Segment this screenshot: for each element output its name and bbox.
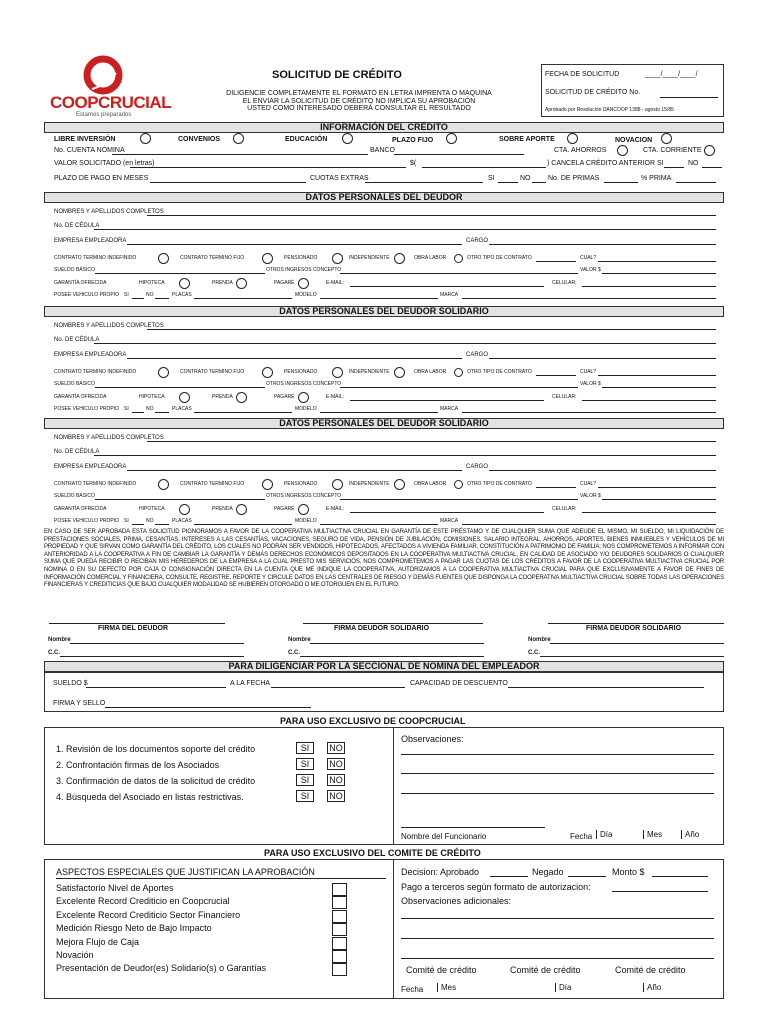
empresa-label: EMPRESA EMPLEADORA [54,238,127,244]
otro-label: OTRO TIPO DE CONTRATO [467,255,532,261]
marca-label: MARCA [440,292,459,298]
section-credito-title: INFORMACIÓN DEL CRÉDITO [44,122,724,133]
negado-label: Negado [532,867,564,877]
hipoteca-label: HIPOTECA [139,506,165,512]
indef-radio[interactable] [158,253,169,264]
fijo-label: CONTRATO TERMINO FIJO [180,481,245,487]
si-checkbox[interactable]: SI [296,758,314,770]
obs-adicionales-label: Observaciones adicionales: [401,896,512,906]
cual-label: CUAL? [580,481,597,487]
novacion-label: NOVACION [615,137,653,144]
aspecto-item: Novación [56,950,94,960]
no-label: NO [146,518,154,524]
pagare-radio[interactable] [298,504,309,515]
prenda-radio[interactable] [236,392,247,403]
vehiculo-label: POSEE VEHICULO PROPIO [54,518,120,524]
obra-label: OBRA LABOR [414,481,447,487]
celular-label: CELULAR: [552,394,577,400]
nombre-label: Nombre [288,637,311,643]
libre-radio[interactable] [140,133,151,144]
convenios-label: CONVENIOS [178,136,221,143]
pensionado-label: PENSIONADO [284,255,318,261]
cual-label: CUAL? [580,255,597,261]
nombre-label: Nombre [48,637,71,643]
aspecto-checkbox[interactable] [332,910,347,923]
prenda-label: PRENDA [212,394,233,400]
aspecto-item: Satisfactorio Nivel de Aportes [56,883,174,893]
valor-label: VALOR $ [580,493,601,499]
cedula-label: No. DE CÉDULA [54,223,100,229]
solicitud-no-label: SOLICITUD DE CRÉDITO No. [545,89,641,96]
no-checkbox[interactable]: NO [327,742,345,754]
vehiculo-label: POSEE VEHICULO PROPIO [54,406,120,412]
nombres-label: NOMBRES Y APELLIDOS COMPLETOS [54,435,164,441]
sueldo-label: SUELDO BÁSICO [54,267,95,273]
aspecto-item: Presentación de Deudor(es) Solidario(s) o Garantías [56,963,267,974]
no-label: NO [146,292,154,298]
empresa-label: EMPRESA EMPLEADORA [54,352,127,358]
cuotas-label: CUOTAS EXTRAS [310,175,369,182]
si-label: SI [124,518,129,524]
garantia-label: GARANTÍA OFRECIDA [54,280,107,286]
comite-firma-label: Comité de crédito [406,965,477,975]
indef-label: CONTRATO TERMINO INDEFINIDO [54,369,137,375]
nombres-label: NOMBRES Y APELLIDOS COMPLETOS [54,209,164,215]
mes-label: Mes [643,830,662,839]
anio-label: Año [643,983,661,992]
email-label: E-MAIL: [326,394,345,400]
fecha-label: Fecha [401,985,424,994]
section-nomina-title: PARA DILIGENCIAR POR LA SECCIONAL DE NOMINA DEL EMPLEADOR [44,661,724,672]
obra-label: OBRA LABOR [414,255,447,261]
sobre-aporte-radio[interactable] [567,133,578,144]
placas-label: PLACAS [172,518,192,524]
mes-label: Mes [437,983,456,992]
si-label: SI [124,292,129,298]
coop-item: 1. Revisión de los documentos soporte del crédito [56,744,256,754]
comite-firma-label: Comité de crédito [510,965,581,975]
observaciones-label: Observaciones: [401,734,464,744]
si-checkbox[interactable]: SI [296,790,314,802]
obra-radio[interactable] [454,480,463,489]
educacion-radio[interactable] [342,133,353,144]
plazo-fijo-label: PLAZO FIJO [392,137,434,144]
pensionado-label: PENSIONADO [284,369,318,375]
independiente-label: INDEPENDIENTE [349,369,390,375]
monto-label: Monto $ [612,867,645,877]
no-checkbox[interactable]: NO [327,790,345,802]
cta-corriente-label: CTA. CORRIENTE [643,147,702,154]
modelo-label: MODELO [295,518,317,524]
section-solidario2-title: DATOS PERSONALES DEL DEUDOR SOLIDARIO [44,418,724,429]
prenda-radio[interactable] [236,278,247,289]
cta-corriente-radio[interactable] [704,145,715,156]
independiente-radio[interactable] [394,253,405,264]
independiente-label: INDEPENDIENTE [349,481,390,487]
pagare-radio[interactable] [298,278,309,289]
prenda-radio[interactable] [236,504,247,515]
firma-sello-label: FIRMA Y SELLO [53,700,106,707]
comite-firma-label: Comité de crédito [615,965,686,975]
cargo-label: CARGO [466,238,489,244]
empresa-label: EMPRESA EMPLEADORA [54,464,127,470]
capacidad-label: CAPACIDAD DE DESCUENTO [410,680,508,687]
otros-label: OTROS INGRESOS CONCEPTO [266,267,342,273]
dia-label: Día [555,983,571,992]
garantia-label: GARANTÍA OFRECIDA [54,394,107,400]
section-deudor-title: DATOS PERSONALES DEL DEUDOR [44,192,724,203]
fijo-label: CONTRATO TERMINO FIJO [180,369,245,375]
nomina-box [44,672,724,712]
pagare-label: PAGARÉ [274,280,295,286]
no-checkbox[interactable]: NO [327,758,345,770]
pesos-label: $( [410,160,417,167]
legal-text: EN CASO DE SER APROBADA ESTA SOLICITUD PIGNORAMOS A FAVOR DE LA COOPERATIVA MULTIACTIVA CRUCIAL EN GARANTÍA DE ESTE PRÉSTAMO Y DE CUALQUIER SUMA QUE ADEUDE EL MISMO, MI SUELDO, MI LIQUIDACIÓN DE PRESTACIONES SOCIALES, PRIMA, CESANTÍAS, INTERESES A LAS CESANTÍAS, VACACIONES, SEGURO DE VIDA, PENSIÓN DE JUBILACIÓN, COMISIONES, SALARIO INTEGRAL, AHORROS, APORTES, BIENES INMUEBLES Y VEHÍCULOS DE MI PROPIEDAD Y QUE SIRVAN COMO GARANTÍA DEL CRÉDITO, LOS CUALES NO PODRÁN SER VENDIDOS, HIPOTECADOS, AFECTADOS A VIVIENDA FAMILIAR, CONSTITUCIÓN A PATRIMONIO DE FAMILIA; NOS COMPROMETEMOS A INFORMAR CON ANTERIORIDAD A LA COOPERATIVA A FIN DE CAMBIAR LA GARANTÍA Y DEMÁS DERECHOS ECONÓMICOS DEPOSITADOS EN LA COOPERATIVA MULTIACTIVA CRUCIAL, EN CALIDAD DE ASOCIADO Y/O DEUDORES SOLIDARIOS O CUALQUIER SUMA QUE PUEDA RECIBIR O RECIBAN MIS HEREDEROS DE LA EMPRESA A LA CUAL PRESTO MIS SERVICIOS, NOS COMPROMETEMOS A PAGAR LAS CUOTAS DE LOS CRÉDITOS A FAVOR DE LA COOPERATIVA MULTIACTIVA CRUCIAL POR NOMINA O EN SU DEFECTO POR CAJA O CONSIGNACIÓN DIRECTA EN LA CUENTA QUE ME INDIQUE LA COOPERATIVA, AUTORIZAMOS A LA COOPERATIVA MULTIACTIVA CRUCIAL PARA QUE EXCLUSIVAMENTE A FAVOR DE FINES DE INFORMACIÓN COMERCIAL Y FINANCIERA, CONSULTE, REGISTRE, REPORTE Y CIRCULE DATOS EN LAS CENTRALES DE RIESGO Y DEMÁS FUENTES QUE DISPONGA LA COOPERATIVA MULTIACTIVA CRUCIAL SOBRE TODAS LAS OPERACIONES FINANCIERAS Y CREDITICIAS QUE BAJO CUALQUIER MODALIDAD SE HUBIEREN OTORGADO O ME OTORGUEN EN EL FUTURO. [44,529,724,589]
fijo-radio[interactable] [262,479,273,490]
brand-name: COOPCRUCIAL [50,93,172,112]
sueldo-label: SUELDO BÁSICO [54,493,95,499]
fecha-label: Fecha [570,832,593,841]
pensionado-label: PENSIONADO [284,481,318,487]
cuotas-no: NO [520,175,531,182]
si-checkbox[interactable]: SI [296,774,314,786]
sueldo-label: SUELDO $ [53,680,88,687]
pensionado-radio[interactable] [332,253,343,264]
funcionario-label: Nombre del Funcionario [401,832,487,841]
coop-item: 3. Confirmación de datos de la solicitud de crédito [56,776,256,786]
indef-label: CONTRATO TERMINO INDEFINIDO [54,481,137,487]
aspecto-checkbox[interactable] [332,950,347,963]
instructions [204,90,514,113]
educacion-label: EDUCACIÓN [285,136,328,143]
si-checkbox[interactable]: SI [296,742,314,754]
fecha-fill[interactable]: ____/____/____/ [645,71,698,78]
cta-ahorros-label: CTA. AHORROS [554,147,607,154]
aspecto-item: Mejora Flujo de Caja [56,936,140,947]
indef-radio[interactable] [158,479,169,490]
coop-item: 2. Confrontación firmas de los Asociados [56,760,220,770]
marca-label: MARCA [440,518,459,524]
aspectos-label: ASPECTOS ESPECIALES QUE JUSTIFICAN LA APROBACIÓN [56,867,315,877]
pensionado-radio[interactable] [332,479,343,490]
email-label: E-MAIL: [326,280,345,286]
obra-label: OBRA LABOR [414,369,447,375]
modelo-label: MODELO [295,406,317,412]
aspecto-item: Excelente Record Crediticio en Coopcrucial [56,896,230,907]
hipoteca-label: HIPOTECA [139,394,165,400]
hipoteca-radio[interactable] [179,392,190,403]
cta-ahorros-radio[interactable] [617,145,628,156]
prenda-label: PRENDA [212,280,233,286]
section-coop-title: PARA USO EXCLUSIVO DE COOPCRUCIAL [280,716,466,726]
aspecto-item: Excelente Record Crediticio Sector Financiero [56,909,241,920]
cc-label: C.C. [48,650,60,656]
coop-item: 4. Búsqueda del Asociado en listas restrictivas. [56,792,244,802]
plazo-fijo-radio[interactable] [446,133,457,144]
cedula-label: No. DE CÉDULA [54,337,100,343]
pagare-label: PAGARÉ [274,394,295,400]
celular-label: CELULAR: [552,506,577,512]
firma-sol1-label: FIRMA DEUDOR SOLIDARIO [334,625,430,632]
aspecto-checkbox[interactable] [332,937,347,950]
nombre-label: Nombre [528,637,551,643]
cedula-label: No. DE CÉDULA [54,449,100,455]
cuotas-si: SI [488,175,495,182]
modelo-label: MODELO [295,292,317,298]
cancela-no-label: NO [688,160,699,167]
valor-label: VALOR $ [580,267,601,273]
aspecto-checkbox[interactable] [332,963,347,976]
note: EL ENVIAR LA SOLICITUD DE CRÉDITO NO IMPLICA SU APROBACIÓN [242,97,476,105]
valor-label: VALOR SOLICITADO (en letras) [54,160,155,167]
primas-label: No. DE PRIMAS [548,175,600,182]
note: DILIGENCIE COMPLETAMENTE EL FORMATO EN LETRA IMPRENTA O MAQUINA [226,90,492,97]
aspecto-checkbox[interactable] [332,923,347,936]
fecha-label: FECHA DE SOLICITUD [545,71,620,78]
pagare-radio[interactable] [298,392,309,403]
nombres-label: NOMBRES Y APELLIDOS COMPLETOS [54,323,164,329]
cual-label: CUAL? [580,369,597,375]
aprobado-text: Aprobado por Resolución DANCOOP 1388 - agosto 15/85 [545,107,674,113]
indef-radio[interactable] [158,367,169,378]
aspecto-item: Medición Riesgo Neto de Bajo Impacto [56,923,212,934]
hipoteca-radio[interactable] [179,504,190,515]
anio-label: Año [681,830,699,839]
sueldo-label: SUELDO BÁSICO [54,381,95,387]
email-label: E-MAIL: [326,506,345,512]
fijo-radio[interactable] [262,253,273,264]
libre-label: LIBRE INVERSIÓN [54,136,116,143]
otros-label: OTROS INGRESOS CONCEPTO [266,493,342,499]
note: USTED COMO INTERESADO DEBERÁ CONSULTAR EL RESULTADO [247,105,471,112]
aspecto-checkbox[interactable] [332,896,347,909]
header-box [541,64,724,117]
otros-label: OTROS INGRESOS CONCEPTO [266,381,342,387]
hipoteca-radio[interactable] [179,278,190,289]
no-label: NO [146,406,154,412]
plazo-label: PLAZO DE PAGO EN MESES [54,175,149,182]
indef-label: CONTRATO TERMINO INDEFINIDO [54,255,137,261]
cancela-label: ) CANCELA CRÉDITO ANTERIOR SI [547,160,664,167]
decision-label: Decision: Aprobado [401,867,480,877]
firma-sol2-label: FIRMA DEUDOR SOLIDARIO [586,625,682,632]
independiente-label: INDEPENDIENTE [349,255,390,261]
logo-ring-icon [66,55,156,95]
a-la-fecha-label: A LA FECHA [230,680,271,687]
placas-label: PLACAS [172,406,192,412]
pagare-label: PAGARÉ [274,506,295,512]
sobre-aporte-label: SOBRE APORTE [499,136,555,143]
dia-label: Día [596,830,612,839]
fijo-label: CONTRATO TERMINO FIJO [180,255,245,261]
section-solidario1-title: DATOS PERSONALES DEL DEUDOR SOLIDARIO [44,306,724,317]
garantia-label: GARANTÍA OFRECIDA [54,506,107,512]
vehiculo-label: POSEE VEHICULO PROPIO [54,292,120,298]
otro-label: OTRO TIPO DE CONTRATO [467,369,532,375]
brand-tagline: Estamos preparados [76,112,132,118]
cc-label: C.C. [528,650,540,656]
cuenta-nomina-label: No. CUENTA NÓMINA [54,147,125,154]
hipoteca-label: HIPOTECA [139,280,165,286]
marca-label: MARCA [440,406,459,412]
cc-label: C.C. [288,650,300,656]
firma-deudor-label: FIRMA DEL DEUDOR [98,625,168,632]
placas-label: PLACAS [172,292,192,298]
aspecto-checkbox[interactable] [332,883,347,896]
prenda-label: PRENDA [212,506,233,512]
celular-label: CELULAR: [552,280,577,286]
pago-label: Pago a terceros según formato de autorizacion: [401,882,591,892]
novacion-radio[interactable] [661,133,672,144]
pensionado-radio[interactable] [332,367,343,378]
otro-label: OTRO TIPO DE CONTRATO [467,481,532,487]
obra-radio[interactable] [454,368,463,377]
independiente-radio[interactable] [394,479,405,490]
no-checkbox[interactable]: NO [327,774,345,786]
prima-label: % PRIMA [641,175,672,182]
cargo-label: CARGO [466,352,489,358]
obra-radio[interactable] [454,254,463,263]
si-label: SI [124,406,129,412]
cargo-label: CARGO [466,464,489,470]
fijo-radio[interactable] [262,367,273,378]
independiente-radio[interactable] [394,367,405,378]
page-title: SOLICITUD DE CRÉDITO [272,69,402,81]
convenios-radio[interactable] [233,133,244,144]
banco-label: BANCO [370,147,395,154]
valor-label: VALOR $ [580,381,601,387]
section-comite-title: PARA USO EXCLUSIVO DEL COMITE DE CRÉDITO [264,848,481,858]
logo [50,55,172,121]
